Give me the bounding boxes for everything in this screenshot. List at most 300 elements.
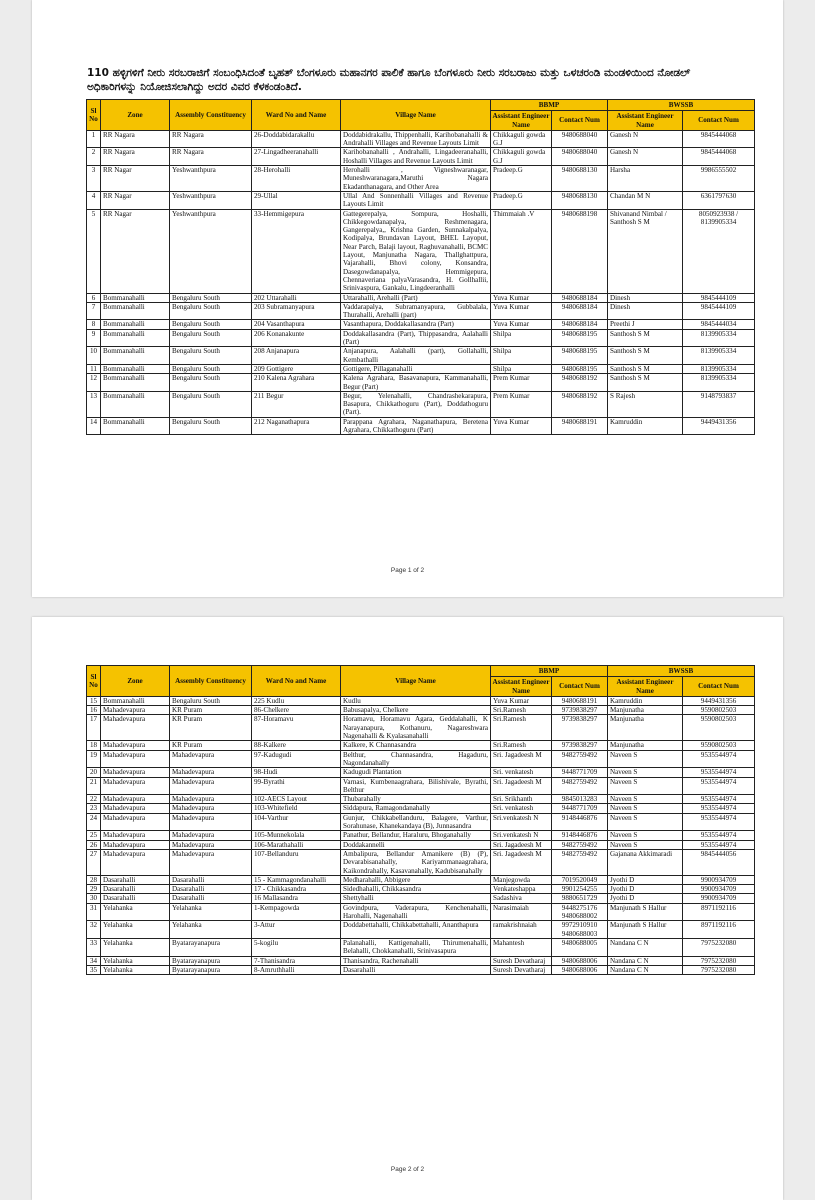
ward-cell: 8-Amruthhalli	[252, 965, 341, 974]
bwssb-engineer-cell: Santhosh S M	[608, 364, 683, 373]
village-cell: Anjanapura, Aalahalli (part), Gollahalli, Kembathalli	[341, 347, 491, 365]
ward-cell: 86-Chelkere	[252, 706, 341, 715]
bbmp-engineer-cell: Yuva Kumar	[491, 320, 552, 329]
sl-cell: 23	[87, 804, 101, 813]
bwssb-engineer-cell: Nandana C N	[608, 965, 683, 974]
header-bwssb-engineer: Assistant Engineer Name	[608, 111, 683, 131]
sl-cell: 1	[87, 130, 101, 148]
village-cell: Kalena Agrahara, Basavanapura, Kammanahalli, Begur (Part)	[341, 374, 491, 392]
nodal-officers-table	[86, 665, 755, 975]
ward-cell: 203 Subramanyapura	[252, 302, 341, 320]
table-row	[87, 347, 755, 365]
bwssb-contact-cell: 9535544974	[683, 768, 755, 777]
bbmp-contact-cell: 9482759492	[552, 849, 608, 875]
bwssb-engineer-cell: Santhosh S M	[608, 374, 683, 392]
bwssb-engineer-cell: Chandan M N	[608, 191, 683, 209]
page-footer: Page 2 of 2	[390, 1166, 425, 1173]
bwssb-contact-cell: 9535544974	[683, 813, 755, 831]
bwssb-contact-cell: 9845444056	[683, 849, 755, 875]
zone-cell: Mahadevapura	[101, 813, 170, 831]
zone-cell: RR Nagar	[101, 191, 170, 209]
ward-cell: 98-Hudi	[252, 768, 341, 777]
bbmp-contact-cell: 9972910910 9480688003	[552, 921, 608, 939]
assembly-cell: Byatarayanapura	[170, 956, 252, 965]
bbmp-contact-cell: 9480688195	[552, 329, 608, 347]
ward-cell: 88-Kalkere	[252, 741, 341, 750]
header-bwssb-engineer: Assistant Engineer Name	[608, 677, 683, 697]
header-assembly: Assembly Constituency	[170, 666, 252, 697]
sl-cell: 34	[87, 956, 101, 965]
bwssb-engineer-cell: Naveen S	[608, 768, 683, 777]
bwssb-engineer-cell: Ganesh N	[608, 148, 683, 166]
assembly-cell: Mahadevapura	[170, 813, 252, 831]
header-bbmp-contact: Contact Num	[552, 111, 608, 131]
bbmp-engineer-cell: Prem Kumar	[491, 374, 552, 392]
bwssb-contact-cell: 9535544974	[683, 750, 755, 768]
bbmp-engineer-cell: Sri.Ramesh	[491, 715, 552, 741]
sl-cell: 2	[87, 148, 101, 166]
bbmp-engineer-cell: Sri.Ramesh	[491, 706, 552, 715]
bbmp-contact-cell: 9482759492	[552, 840, 608, 849]
table-row	[87, 956, 755, 965]
assembly-cell: RR Nagara	[170, 130, 252, 148]
sl-cell: 16	[87, 706, 101, 715]
village-cell: Kadugudi Plantation	[341, 768, 491, 777]
assembly-cell: Mahadevapura	[170, 777, 252, 795]
bbmp-contact-cell: 9480688040	[552, 130, 608, 148]
bwssb-contact-cell: 9535544974	[683, 840, 755, 849]
bbmp-engineer-cell: Yuva Kumar	[491, 417, 552, 435]
header-bwssb-contact: Contact Num	[683, 677, 755, 697]
assembly-cell: Bengaluru South	[170, 320, 252, 329]
ward-cell: 33-Hemmigepura	[252, 209, 341, 293]
assembly-cell: Dasarahalli	[170, 894, 252, 903]
bbmp-contact-cell: 9480688192	[552, 391, 608, 417]
sl-cell: 26	[87, 840, 101, 849]
bwssb-contact-cell: 9900934709	[683, 885, 755, 894]
ward-cell: 208 Anjanapura	[252, 347, 341, 365]
bbmp-contact-cell: 9480688130	[552, 166, 608, 192]
village-cell: Panathur, Bellandur, Haraluru, Bhoganahally	[341, 831, 491, 840]
bwssb-engineer-cell: Ganesh N	[608, 130, 683, 148]
assembly-cell: Byatarayanapura	[170, 965, 252, 974]
sl-cell: 22	[87, 795, 101, 804]
ward-cell: 5-kogilu	[252, 938, 341, 956]
table-row	[87, 130, 755, 148]
bwssb-engineer-cell: S Rajesh	[608, 391, 683, 417]
header-bwssb-contact: Contact Num	[683, 111, 755, 131]
zone-cell: Dasarahalli	[101, 885, 170, 894]
sl-cell: 21	[87, 777, 101, 795]
bwssb-contact-cell: 9535544974	[683, 831, 755, 840]
bwssb-contact-cell: 9845444109	[683, 293, 755, 302]
bbmp-contact-cell: 9148446876	[552, 813, 608, 831]
bbmp-contact-cell: 9482759492	[552, 777, 608, 795]
table-row	[87, 831, 755, 840]
bwssb-contact-cell: 9900934709	[683, 894, 755, 903]
table-row	[87, 875, 755, 884]
bwssb-contact-cell: 9148793837	[683, 391, 755, 417]
document-page-2	[32, 617, 783, 1200]
ward-cell: 15 - Kammagondanahalli	[252, 875, 341, 884]
bwssb-contact-cell: 9845444068	[683, 130, 755, 148]
sl-cell: 31	[87, 903, 101, 921]
zone-cell: Mahadevapura	[101, 715, 170, 741]
header-sl-no: Sl No	[87, 666, 101, 697]
zone-cell: Mahadevapura	[101, 831, 170, 840]
bbmp-engineer-cell: Pradeep.G	[491, 191, 552, 209]
bbmp-engineer-cell: Narasimaiah	[491, 903, 552, 921]
bbmp-contact-cell: 9480688006	[552, 965, 608, 974]
table-row	[87, 329, 755, 347]
bbmp-contact-cell: 9448275176 9480688002	[552, 903, 608, 921]
sl-cell: 15	[87, 696, 101, 705]
zone-cell: Mahadevapura	[101, 849, 170, 875]
table-row	[87, 894, 755, 903]
bbmp-engineer-cell: Sri. venkatesh	[491, 804, 552, 813]
bwssb-engineer-cell: Manjunath S Hallur	[608, 903, 683, 921]
table-row	[87, 965, 755, 974]
assembly-cell: Mahadevapura	[170, 795, 252, 804]
village-cell: Doddakannelli	[341, 840, 491, 849]
bwssb-engineer-cell: Manjunatha	[608, 741, 683, 750]
sl-cell: 25	[87, 831, 101, 840]
assembly-cell: Mahadevapura	[170, 768, 252, 777]
ward-cell: 7-Thanisandra	[252, 956, 341, 965]
bbmp-engineer-cell: Sadashiva	[491, 894, 552, 903]
header-zone: Zone	[101, 100, 170, 131]
bbmp-engineer-cell: Yuva Kumar	[491, 293, 552, 302]
bwssb-contact-cell: 9845444034	[683, 320, 755, 329]
bwssb-contact-cell: 9535544974	[683, 777, 755, 795]
village-cell: Gunjur, Chikkabellanduru, Balagere, Varthur, Sorahunase, Khanekandaya (B), Junnasandra	[341, 813, 491, 831]
assembly-cell: Mahadevapura	[170, 849, 252, 875]
village-cell: Dasarahalli	[341, 965, 491, 974]
bbmp-engineer-cell: Sri.venkatesh N	[491, 831, 552, 840]
assembly-cell: RR Nagara	[170, 148, 252, 166]
sl-cell: 8	[87, 320, 101, 329]
bbmp-engineer-cell: Manjegowda	[491, 875, 552, 884]
assembly-cell: Yeshwanthpura	[170, 209, 252, 293]
bwssb-engineer-cell: Santhosh S M	[608, 329, 683, 347]
village-cell: Begur, Yelenahalli, Chandrashekarapura, Basapura, Chikkathoguru (Part), Doddathoguru (Part).	[341, 391, 491, 417]
village-cell: Vaddarapalya, Subramanyapura, Gubbalala, Thurahalli, Arehalli (part)	[341, 302, 491, 320]
bbmp-engineer-cell: Sri. Srikhanth	[491, 795, 552, 804]
ward-cell: 105-Munnekolala	[252, 831, 341, 840]
village-cell: Karihobanahalli , Andrahalli, Lingadeeranahalli, Hoshalli Villages and Revenue Layouts Limit	[341, 148, 491, 166]
bbmp-engineer-cell: Shilpa	[491, 364, 552, 373]
bwssb-contact-cell: 9986555502	[683, 166, 755, 192]
zone-cell: Yelahanka	[101, 903, 170, 921]
sl-cell: 28	[87, 875, 101, 884]
bbmp-engineer-cell: Sri. Jagadeesh M	[491, 840, 552, 849]
table-row	[87, 302, 755, 320]
assembly-cell: Yeshwanthpura	[170, 166, 252, 192]
ward-cell: 28-Herohalli	[252, 166, 341, 192]
zone-cell: Yelahanka	[101, 965, 170, 974]
bbmp-engineer-cell: Yuva Kumar	[491, 696, 552, 705]
sl-cell: 4	[87, 191, 101, 209]
header-bbmp-engineer: Assistant Engineer Name	[491, 677, 552, 697]
zone-cell: RR Nagar	[101, 166, 170, 192]
zone-cell: Dasarahalli	[101, 875, 170, 884]
assembly-cell: Mahadevapura	[170, 750, 252, 768]
bbmp-engineer-cell: Suresh Devatharaj	[491, 965, 552, 974]
zone-cell: Bommanahalli	[101, 417, 170, 435]
bbmp-contact-cell: 9480688192	[552, 374, 608, 392]
ward-cell: 103-Whitefield	[252, 804, 341, 813]
bbmp-contact-cell: 9480688191	[552, 417, 608, 435]
sl-cell: 5	[87, 209, 101, 293]
assembly-cell: Bengaluru South	[170, 364, 252, 373]
header-assembly: Assembly Constituency	[170, 100, 252, 131]
assembly-cell: KR Puram	[170, 715, 252, 741]
ward-cell: 211 Begur	[252, 391, 341, 417]
assembly-cell: KR Puram	[170, 706, 252, 715]
bwssb-engineer-cell: Santhosh S M	[608, 347, 683, 365]
bbmp-engineer-cell: Mahantesh	[491, 938, 552, 956]
table-row	[87, 885, 755, 894]
bwssb-engineer-cell: Naveen S	[608, 795, 683, 804]
bwssb-engineer-cell: Jyothi D	[608, 885, 683, 894]
village-cell: Thubarahally	[341, 795, 491, 804]
zone-cell: Mahadevapura	[101, 741, 170, 750]
sl-cell: 29	[87, 885, 101, 894]
table-row	[87, 840, 755, 849]
village-cell: Varnasi, Kumbenaagrahara, Bilishivale, Byrathi, Belthur	[341, 777, 491, 795]
bwssb-engineer-cell: Shivanand Nimbal / Santhosh S M	[608, 209, 683, 293]
assembly-cell: KR Puram	[170, 741, 252, 750]
zone-cell: Bommanahalli	[101, 329, 170, 347]
header-ward: Ward No and Name	[252, 100, 341, 131]
bwssb-contact-cell: 8139905334	[683, 347, 755, 365]
table-row	[87, 696, 755, 705]
header-village: Village Name	[341, 666, 491, 697]
bbmp-engineer-cell: Chikkaguli gowda G.J	[491, 130, 552, 148]
village-cell: Medharahalli, Abbigere	[341, 875, 491, 884]
ward-cell: 26-Doddabidarakallu	[252, 130, 341, 148]
sl-cell: 6	[87, 293, 101, 302]
bwssb-engineer-cell: Gajanana Akkimaradi	[608, 849, 683, 875]
sl-cell: 32	[87, 921, 101, 939]
table-row	[87, 417, 755, 435]
bwssb-engineer-cell: Dinesh	[608, 293, 683, 302]
ward-cell: 99-Byrathi	[252, 777, 341, 795]
assembly-cell: Mahadevapura	[170, 840, 252, 849]
bbmp-contact-cell: 9480688191	[552, 696, 608, 705]
bbmp-contact-cell: 9480688130	[552, 191, 608, 209]
bwssb-engineer-cell: Naveen S	[608, 813, 683, 831]
sl-cell: 11	[87, 364, 101, 373]
village-cell: Ambalipura, Bellandur Amanikere (B) (P), Devarabisanahally, Kariyammanaagrahara, Kaikondrahally, Kasavanahally, Kadubisanahally	[341, 849, 491, 875]
bbmp-contact-cell: 9448771709	[552, 768, 608, 777]
village-cell: Horamavu, Horamavu Agara, Geddalahalli, K Narayanapura, Kothanuru, Nagareshwara Nagenahalli & Kyalasanahalli	[341, 715, 491, 741]
nodal-officers-table	[86, 99, 755, 435]
page-footer: Page 1 of 2	[390, 567, 425, 574]
village-cell: Vasanthapura, Doddakallasandra (Part)	[341, 320, 491, 329]
village-cell: Palanahalli, Kattigenahalli, Thirumenahalli, Belahalli, Chokkanahalli, Srinivasapura	[341, 938, 491, 956]
bwssb-engineer-cell: Jyothi D	[608, 894, 683, 903]
document-title: 110 ಹಳ್ಳಿಗಳಿಗೆ ನೀರು ಸರಬರಾಜಿಗೆ ಸಂಬಂಧಿಸಿದಂತೆ ಬೃಹತ್ ಬೆಂಗಳೂರು ಮಹಾನಗರ ಪಾಲಿಕೆ ಹಾಗೂ ಬೆಂಗಳೂರು ನೀರು ಸರಬರಾಜು ಮತ್ತು ಒಳಚರಂಡಿ ಮಂಡಳಿಯಿಂದ ನೋಡಲ್ ಅಧಿಕಾರಿಗಳನ್ನು ನಿಯೋಜಿಸಲಾಗಿದ್ದು ಅದರ ವಿವರ ಕೆಳಕಂಡಂತಿದೆ.	[87, 67, 691, 93]
sl-cell: 12	[87, 374, 101, 392]
ward-cell: 206 Konanakunte	[252, 329, 341, 347]
bwssb-contact-cell: 8971192116	[683, 903, 755, 921]
bbmp-engineer-cell: Yuva Kumar	[491, 302, 552, 320]
bbmp-engineer-cell: Pradeep.G	[491, 166, 552, 192]
header-sl-no: Sl No	[87, 100, 101, 131]
table-row	[87, 391, 755, 417]
bbmp-contact-cell: 9739838297	[552, 741, 608, 750]
bbmp-engineer-cell: Sri. Jagadeesh M	[491, 750, 552, 768]
bwssb-engineer-cell: Naveen S	[608, 831, 683, 840]
sl-cell: 30	[87, 894, 101, 903]
sl-cell: 7	[87, 302, 101, 320]
bbmp-engineer-cell: Thimmaiah .V	[491, 209, 552, 293]
bbmp-contact-cell: 9480688195	[552, 347, 608, 365]
village-cell: Gottigere, Pillaganahalli	[341, 364, 491, 373]
bbmp-engineer-cell: Sri. Jagadeesh M	[491, 777, 552, 795]
sl-cell: 10	[87, 347, 101, 365]
zone-cell: Yelahanka	[101, 921, 170, 939]
table-row	[87, 374, 755, 392]
table-row	[87, 768, 755, 777]
sl-cell: 14	[87, 417, 101, 435]
assembly-cell: Bengaluru South	[170, 374, 252, 392]
bwssb-contact-cell: 8971192116	[683, 921, 755, 939]
bbmp-engineer-cell: Sri. venkatesh	[491, 768, 552, 777]
bbmp-contact-cell: 9480688195	[552, 364, 608, 373]
assembly-cell: Mahadevapura	[170, 831, 252, 840]
table-row	[87, 849, 755, 875]
table-row	[87, 921, 755, 939]
village-cell: Shettyhalli	[341, 894, 491, 903]
table-row	[87, 706, 755, 715]
ward-cell: 1-Kempagowda	[252, 903, 341, 921]
village-cell: Ullal And Sonnenhalli Villages and Revenue Layouts Limit	[341, 191, 491, 209]
zone-cell: Mahadevapura	[101, 750, 170, 768]
zone-cell: Bommanahalli	[101, 320, 170, 329]
bwssb-engineer-cell: Naveen S	[608, 750, 683, 768]
header-village: Village Name	[341, 100, 491, 131]
table-row	[87, 320, 755, 329]
header-bwssb: BWSSB	[608, 666, 755, 677]
bbmp-contact-cell: 9148446876	[552, 831, 608, 840]
bbmp-engineer-cell: Shilpa	[491, 347, 552, 365]
table-row	[87, 293, 755, 302]
header-bbmp: BBMP	[491, 666, 608, 677]
assembly-cell: Bengaluru South	[170, 302, 252, 320]
header-bwssb: BWSSB	[608, 100, 755, 111]
village-cell: Herohalli , Vigneshwaranagar, Muneshwaranagara,Maruthi Nagara Ekadanthanagara, and Other Area	[341, 166, 491, 192]
zone-cell: RR Nagar	[101, 209, 170, 293]
village-cell: Parappana Agrahara, Naganathapura, Beretena Agrahara, Chikkathoguru (Part)	[341, 417, 491, 435]
zone-cell: Bommanahalli	[101, 347, 170, 365]
ward-cell: 87-Horamavu	[252, 715, 341, 741]
bwssb-engineer-cell: Naveen S	[608, 840, 683, 849]
zone-cell: Dasarahalli	[101, 894, 170, 903]
bwssb-engineer-cell: Dinesh	[608, 302, 683, 320]
village-cell: Sidedhahalli, Chikkasandra	[341, 885, 491, 894]
assembly-cell: Bengaluru South	[170, 329, 252, 347]
ward-cell: 209 Gottigere	[252, 364, 341, 373]
bbmp-contact-cell: 9480688184	[552, 302, 608, 320]
bbmp-contact-cell: 9880651729	[552, 894, 608, 903]
bwssb-contact-cell: 9449431356	[683, 417, 755, 435]
bwssb-engineer-cell: Jyothi D	[608, 875, 683, 884]
header-bbmp-engineer: Assistant Engineer Name	[491, 111, 552, 131]
bwssb-contact-cell: 9845444109	[683, 302, 755, 320]
ward-cell: 3-Attur	[252, 921, 341, 939]
bbmp-engineer-cell: Prem Kumar	[491, 391, 552, 417]
assembly-cell: Bengaluru South	[170, 293, 252, 302]
sl-cell: 18	[87, 741, 101, 750]
ward-cell: 16 Mallasandra	[252, 894, 341, 903]
ward-cell: 97-Kadugudi	[252, 750, 341, 768]
sl-cell: 3	[87, 166, 101, 192]
village-cell: Kalkere, K Channasandra	[341, 741, 491, 750]
ward-cell: 202 Uttarahalli	[252, 293, 341, 302]
bwssb-contact-cell: 8139905334	[683, 329, 755, 347]
ward-cell: 27-Lingadheeranahalli	[252, 148, 341, 166]
bwssb-contact-cell: 8050923938 / 8139905334	[683, 209, 755, 293]
header-ward: Ward No and Name	[252, 666, 341, 697]
table-row	[87, 750, 755, 768]
table-row	[87, 148, 755, 166]
bwssb-contact-cell: 9535544974	[683, 795, 755, 804]
table-row	[87, 813, 755, 831]
bwssb-engineer-cell: Kamruddin	[608, 417, 683, 435]
bbmp-contact-cell: 9739838297	[552, 706, 608, 715]
bwssb-contact-cell: 7975232080	[683, 938, 755, 956]
bbmp-contact-cell: 9448771709	[552, 804, 608, 813]
zone-cell: Yelahanka	[101, 956, 170, 965]
ward-cell: 210 Kalena Agrahara	[252, 374, 341, 392]
village-cell: Doddabidrakallu, Thippenhalli, Karihobanahalli & Andrahalli Villages and Revenue Layouts Limit	[341, 130, 491, 148]
table-row	[87, 741, 755, 750]
bwssb-contact-cell: 9590802503	[683, 715, 755, 741]
ward-cell: 106-Marathahalli	[252, 840, 341, 849]
bbmp-engineer-cell: Sri.venkatesh N	[491, 813, 552, 831]
zone-cell: Mahadevapura	[101, 706, 170, 715]
bwssb-engineer-cell: Preethi J	[608, 320, 683, 329]
bbmp-engineer-cell: Sri.Ramesh	[491, 741, 552, 750]
bbmp-contact-cell: 9845013283	[552, 795, 608, 804]
bbmp-contact-cell: 9480688006	[552, 956, 608, 965]
bbmp-contact-cell: 9480688198	[552, 209, 608, 293]
bwssb-engineer-cell: Kamruddin	[608, 696, 683, 705]
bwssb-contact-cell: 7975232080	[683, 965, 755, 974]
village-cell: Govindpura, Vaderapura, Kenchenahalli, Harohalli, Nagenahalli	[341, 903, 491, 921]
zone-cell: Bommanahalli	[101, 364, 170, 373]
document-page-1	[32, 0, 783, 597]
bwssb-contact-cell: 8139905334	[683, 364, 755, 373]
assembly-cell: Bengaluru South	[170, 391, 252, 417]
bwssb-engineer-cell: Manjunatha	[608, 706, 683, 715]
table-row	[87, 804, 755, 813]
bwssb-engineer-cell: Manjunath S Hallur	[608, 921, 683, 939]
village-cell: Siddapura, Ramagondanahally	[341, 804, 491, 813]
table-row	[87, 715, 755, 741]
bwssb-engineer-cell: Nandana C N	[608, 956, 683, 965]
zone-cell: Mahadevapura	[101, 768, 170, 777]
village-cell: Thanisandra, Rachenahalli	[341, 956, 491, 965]
table-row	[87, 364, 755, 373]
sl-cell: 33	[87, 938, 101, 956]
sl-cell: 13	[87, 391, 101, 417]
zone-cell: Mahadevapura	[101, 840, 170, 849]
bwssb-engineer-cell: Manjunatha	[608, 715, 683, 741]
bbmp-engineer-cell: Chikkaguli gowda G.J	[491, 148, 552, 166]
